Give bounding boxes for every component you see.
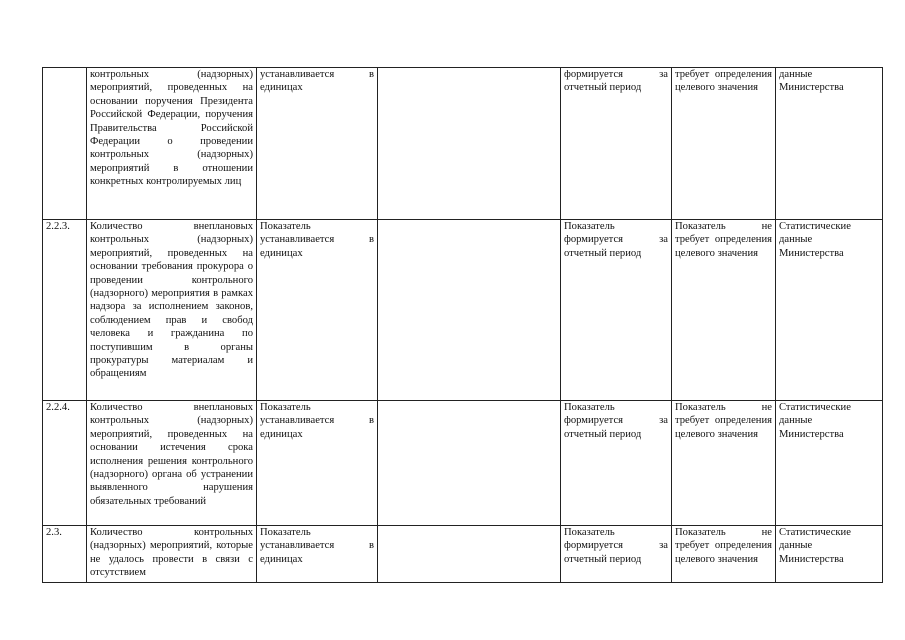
row-number: 2.3. — [43, 526, 87, 583]
table-row — [43, 526, 883, 583]
unit-cell: Показатель устанавливается в единицах — [257, 401, 378, 526]
table-row — [43, 401, 883, 526]
table-row — [43, 68, 883, 220]
source-cell: данные Министерства — [776, 68, 883, 220]
source-cell: Статистические данные Министерства — [776, 526, 883, 583]
indicator-name: Количество внеплановых контрольных (надзорных) мероприятий, проведенных на основании истечения срока исполнения решения контрольного (надзорного) органа об устранении выявленного нарушения обязательных требований — [87, 401, 257, 526]
unit-cell: Показатель устанавливается в единицах — [257, 220, 378, 401]
empty-cell — [378, 526, 561, 583]
indicator-name: Количество внеплановых контрольных (надзорных) мероприятий, проведенных на основании требования прокурора о проведении контрольного (надзорного) мероприятия в рамках надзора за исполнением законов, соблюдением прав и свобод человека и гражданина по поступившим в органы прокуратуры материалам и обращениям — [87, 220, 257, 401]
period-cell: формируется за отчетный период — [561, 68, 672, 220]
target-cell: требует определения целевого значения — [672, 68, 776, 220]
unit-cell: Показатель устанавливается в единицах — [257, 526, 378, 583]
row-number — [43, 68, 87, 220]
indicator-name: Количество контрольных (надзорных) мероприятий, которые не удалось провести в связи с отсутствием — [87, 526, 257, 583]
period-cell: Показатель формируется за отчетный период — [561, 220, 672, 401]
empty-cell — [378, 68, 561, 220]
period-cell: Показатель формируется за отчетный период — [561, 526, 672, 583]
empty-cell — [378, 220, 561, 401]
target-cell: Показатель не требует определения целевого значения — [672, 526, 776, 583]
target-cell: Показатель не требует определения целевого значения — [672, 401, 776, 526]
empty-cell — [378, 401, 561, 526]
period-cell: Показатель формируется за отчетный период — [561, 401, 672, 526]
table-row — [43, 220, 883, 401]
source-cell: Статистические данные Министерства — [776, 220, 883, 401]
indicators-table — [42, 67, 883, 583]
source-cell: Статистические данные Министерства — [776, 401, 883, 526]
target-cell: Показатель не требует определения целевого значения — [672, 220, 776, 401]
unit-cell: устанавливается в единицах — [257, 68, 378, 220]
indicator-name: контрольных (надзорных) мероприятий, проведенных на основании поручения Президента Российской Федерации, поручения Правительства Российской Федерации о проведении контрольных (надзорных) мероприятий в отношении конкретных контролируемых лиц — [87, 68, 257, 220]
row-number: 2.2.4. — [43, 401, 87, 526]
row-number: 2.2.3. — [43, 220, 87, 401]
